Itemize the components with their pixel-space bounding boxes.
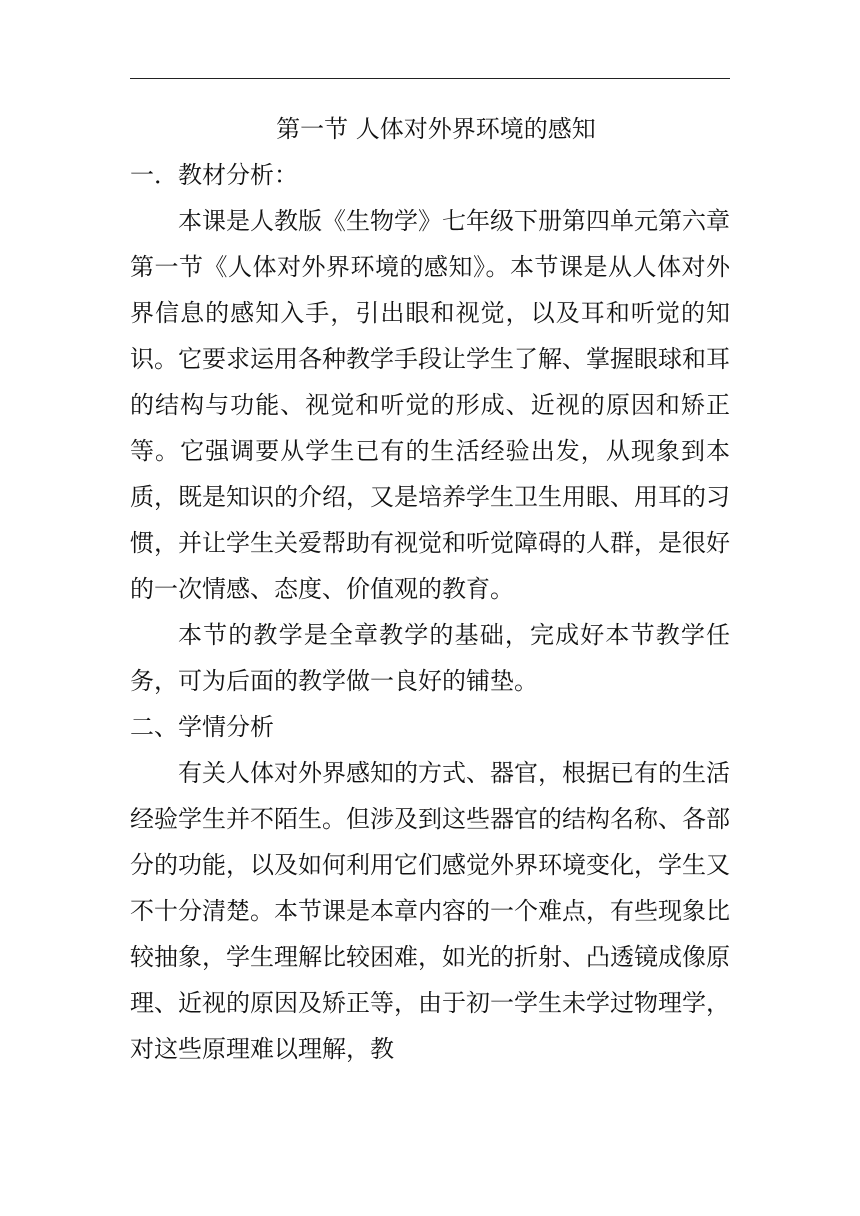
section-heading-student-analysis: 二、学情分析 xyxy=(130,713,274,741)
document-body xyxy=(130,106,730,1072)
header-rule xyxy=(130,78,730,79)
section-heading-textbook-analysis: 一．教材分析： xyxy=(130,161,298,189)
document-title: 第一节 人体对外界环境的感知 xyxy=(276,115,596,143)
paragraph: 有关人体对外界感知的方式、器官，根据已有的生活经验学生并不陌生。但涉及到这些器官的结构名称、各部分的功能，以及如何利用它们感觉外界环境变化，学生又不十分清楚。本节课是本章内容的一个难点，有些现象比较抽象，学生理解比较困难，如光的折射、凸透镜成像原理、近视的原因及矫正等，由于初一学生未学过物理学，对这些原理难以理解，教 xyxy=(130,759,730,1063)
paragraph: 本课是人教版《生物学》七年级下册第四单元第六章第一节《人体对外界环境的感知》。本节课是从人体对外界信息的感知入手，引出眼和视觉，以及耳和听觉的知识。它要求运用各种教学手段让学生了解、掌握眼球和耳的结构与功能、视觉和听觉的形成、近视的原因和矫正等。它强调要从学生已有的生活经验出发，从现象到本质，既是知识的介绍，又是培养学生卫生用眼、用耳的习惯，并让学生关爱帮助有视觉和听觉障碍的人群，是很好的一次情感、态度、价值观的教育。 xyxy=(130,207,730,603)
paragraph: 本节的教学是全章教学的基础，完成好本节教学任务，可为后面的教学做一良好的铺垫。 xyxy=(130,621,730,695)
